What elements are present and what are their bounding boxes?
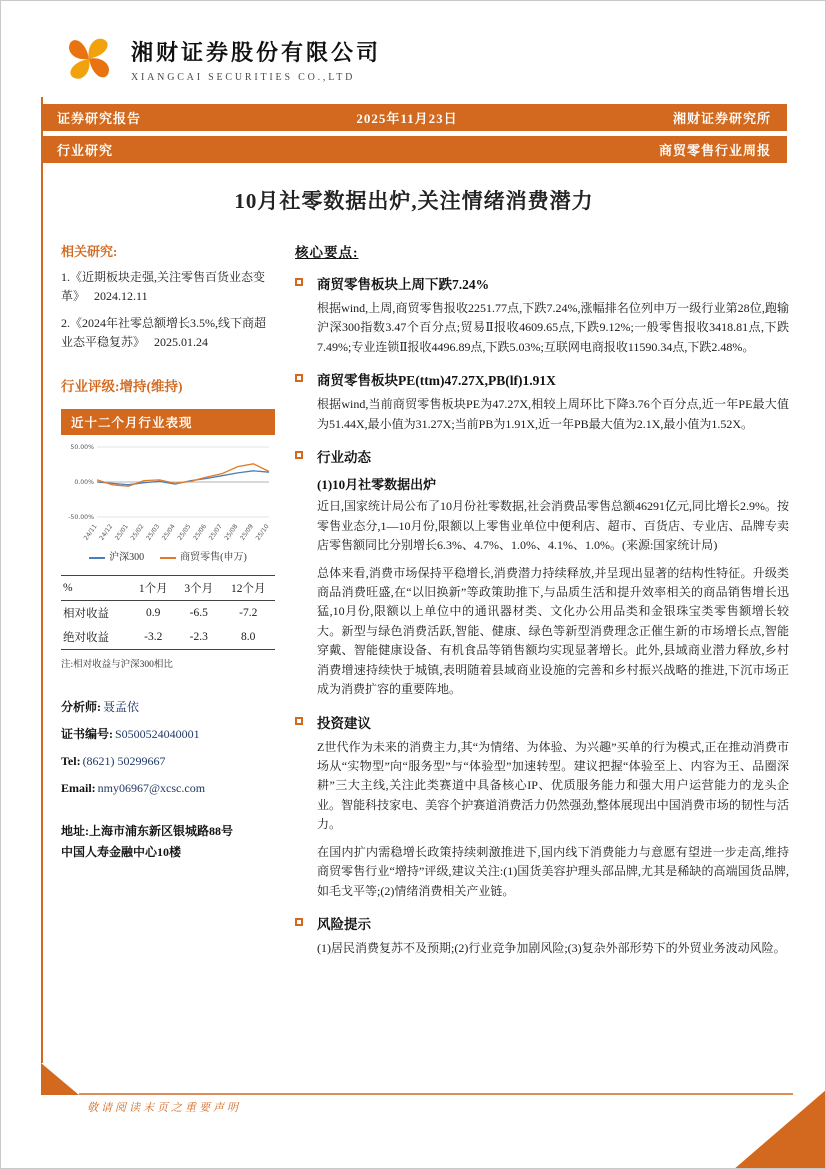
tel-row [61, 752, 275, 770]
section-paragraph: 近日,国家统计局公布了10月份社零数据,社会消费品零售总额46291亿元,同比增长2.9%。按零售业态分,1—10月份,限额以上零售业单位中便利店、超市、百货店、专业店、品牌专卖店零售额同比分别增长6.3%、4.7%、1.0%、4.1%、1.0%。(来源:国家统计局) [317, 499, 789, 553]
section-paragraph: 根据wind,上周,商贸零售报收2251.77点,下跌7.24%,涨幅排名位列申万一级行业第28位,跑输沪深300指数3.47个百分点;贸易Ⅱ报收4609.65点,下跌9.12%;一般零售报收3418.81点,下跌7.49%;专业连锁Ⅱ报收4496.89点,下跌5.03%;互联网电商报收11590.34点,下跌2.48%。 [317, 301, 789, 354]
section-weekly-performance [295, 273, 789, 357]
sidebar [61, 241, 275, 967]
report-body [61, 241, 789, 967]
section-investment-advice [295, 712, 789, 902]
header-bar-primary [41, 104, 787, 131]
cell: -7.2 [239, 607, 258, 620]
table-header: 12个月 [230, 583, 266, 596]
square-bullet-icon [295, 278, 303, 286]
analyst-label: 分析师: [61, 700, 101, 715]
section-heading [317, 369, 789, 389]
square-bullet-icon [295, 918, 303, 926]
report-type-label: 证券研究报告 [57, 111, 142, 126]
svg-text:25/07: 25/07 [207, 523, 224, 543]
section-heading [317, 273, 789, 293]
cell: 0.9 [146, 607, 161, 620]
section-industry-news [295, 446, 789, 699]
section-heading [317, 913, 789, 933]
address-line1: 上海市浦东新区银城路88号 [89, 824, 234, 839]
chart-legend [61, 548, 275, 563]
legend-item-retail [160, 548, 247, 563]
performance-chart [61, 439, 275, 548]
cell: -6.5 [189, 607, 208, 620]
section-subheading: (1)10月社零数据出炉 [317, 477, 437, 493]
cell: -3.2 [144, 631, 163, 644]
address-label: 地址: [61, 824, 89, 839]
report-category-label: 行业研究 [57, 143, 114, 158]
email-row [61, 779, 275, 797]
analyst-name-row [61, 698, 275, 716]
square-bullet-icon [295, 717, 303, 725]
email-label: Email: [61, 781, 96, 796]
address-line2: 中国人寿金融中心10楼 [61, 844, 182, 859]
analyst-name: 聂孟依 [103, 700, 140, 715]
related-research-item[interactable] [61, 268, 275, 305]
svg-text:25/02: 25/02 [129, 523, 146, 543]
related-research-date: 2025.01.24 [154, 334, 209, 349]
table-header: 3个月 [184, 583, 214, 596]
related-research-item[interactable] [61, 314, 275, 351]
section-heading [317, 446, 789, 466]
svg-text:25/09: 25/09 [239, 523, 256, 543]
header-bar-secondary [41, 136, 787, 163]
company-name-cn: 湘财证券股份有限公司 [131, 40, 382, 65]
table-row [61, 601, 275, 626]
hs300-line-swatch-icon [89, 557, 105, 559]
table-note: 注:相对收益与沪深300相比 [61, 660, 173, 671]
report-date: 2025年11月23日 [356, 111, 458, 126]
core-points-heading: 核心要点: [295, 245, 359, 260]
legend-label: 沪深300 [109, 552, 145, 564]
address-block [61, 821, 275, 862]
table-header: % [63, 582, 73, 595]
section-paragraph: Z世代作为未来的消费主力,其“为情绪、为体验、为兴趣”买单的行为模式,正在推动消费市场从“实物型”向“服务型”与“体验型”加速转型。建议把握“体验至上、内容为王、品圈深耕”三大主线,关注此类赛道中具备核心IP、优质服务能力和强大用户运营能力的龙头企业。智能科技家电、美容个护赛道消费活力仍然强劲,整体展现出中国消费市场的韧性与活力。 [317, 739, 789, 832]
svg-text:24/12: 24/12 [98, 523, 115, 543]
square-bullet-icon [295, 374, 303, 382]
company-name-en: XIANGCAI SECURITIES CO.,LTD [131, 72, 356, 83]
report-series-label: 商贸零售行业周报 [658, 143, 771, 158]
section-valuation [295, 369, 789, 434]
related-research-title: 1.《近期板块走强,关注零售百货业态变革》 [61, 270, 266, 303]
svg-text:25/08: 25/08 [223, 523, 240, 543]
email-link[interactable]: nmy06967@xcsc.com [97, 781, 206, 796]
svg-text:50.00%: 50.00% [70, 444, 94, 452]
cert-label: 证书编号: [61, 727, 113, 742]
section-paragraph: 根据wind,当前商贸零售板块PE为47.27X,相较上周环比下降3.76个百分点,近一年PE最大值为51.44X,最小值为31.27X;当前PB为1.91X,近一年PB最大值为2.1X,最小值为1.52X。 [317, 397, 789, 431]
related-research-date: 2024.12.11 [94, 288, 148, 303]
section-paragraph: 总体来看,消费市场保持平稳增长,消费潜力持续释放,并呈现出显著的结构性特征。升级类商品消费旺盛,在“以旧换新”等政策助推下,与品质生活和提升效率相关的商品销售增长迅猛,10月份,限额以上单位中的通讯器材类、文化办公用品类和金银珠宝类零售额增长较大。新型与绿色消费活跃,智能、健康、绿色等新型消费理念正催生新的市场增长点,智能穿戴、智能健康设备、有机食品等销售额均实现显著增长。此外,县域商业潜力释放,乡村消费增速持续快于城镇,表明随着县域商业设施的完善和乡村振兴战略的推进,下沉市场正成为消费扩容的重要阵地。 [317, 565, 789, 697]
svg-text:25/06: 25/06 [192, 523, 209, 543]
tel-label: Tel: [61, 754, 81, 769]
section-title: 行业动态 [317, 450, 371, 466]
svg-text:25/01: 25/01 [113, 523, 130, 543]
industry-rating: 行业评级:增持(维持) [61, 379, 183, 395]
performance-table [61, 575, 275, 650]
svg-text:25/05: 25/05 [176, 523, 193, 543]
section-paragraph: (1)居民消费复苏不及预期;(2)行业竞争加剧风险;(3)复杂外部形势下的外贸业务波动风险。 [317, 941, 786, 956]
section-heading [317, 712, 789, 732]
section-paragraph: 在国内扩内需稳增长政策持续刺激推进下,国内线下消费能力与意愿有望进一步走高,维持商贸零售行业“增持”评级,建议关注:(1)国货美容护理头部品牌,尤其是稀缺的高端国货品牌,如毛戈平等;(2)情绪消费相关产业链。 [317, 844, 789, 898]
svg-text:25/04: 25/04 [160, 523, 177, 543]
related-research-heading: 相关研究: [61, 244, 118, 259]
legend-label: 商贸零售(申万) [180, 552, 247, 564]
svg-text:24/11: 24/11 [82, 523, 99, 543]
analyst-info [61, 698, 275, 797]
svg-text:-50.00%: -50.00% [68, 514, 94, 522]
cell: 8.0 [241, 631, 256, 644]
legend-item-hs300 [89, 548, 144, 563]
footer-disclaimer: 敬请阅读末页之重要声明 [87, 1102, 241, 1114]
institute-label: 湘财证券研究所 [672, 111, 771, 126]
cell: -2.3 [189, 631, 208, 644]
cert-number: S0500524040001 [115, 727, 200, 742]
row-label: 绝对收益 [63, 632, 109, 645]
cert-row [61, 725, 275, 743]
section-title: 商贸零售板块PE(ttm)47.27X,PB(lf)1.91X [317, 373, 556, 389]
retail-line-swatch-icon [160, 557, 176, 559]
section-risk-warning [295, 913, 789, 958]
row-label: 相对收益 [63, 608, 109, 621]
svg-text:25/10: 25/10 [254, 523, 271, 543]
report-title: 10月社零数据出炉,关注情绪消费潜力 [234, 189, 594, 213]
tel-number: (8621) 50299667 [82, 754, 166, 769]
brand-text [131, 36, 381, 83]
section-title: 投资建议 [317, 715, 371, 731]
square-bullet-icon [295, 451, 303, 459]
pinwheel-logo-icon [61, 29, 117, 90]
related-research-title: 2.《2024年社零总额增长3.5%,线下商超业态平稳复苏》 [61, 316, 266, 349]
address-line [61, 821, 275, 841]
table-header: 1个月 [138, 583, 168, 596]
svg-text:25/03: 25/03 [145, 523, 162, 543]
performance-chart-title: 近十二个月行业表现 [61, 409, 275, 435]
section-title: 风险提示 [317, 917, 371, 933]
main-content [295, 241, 789, 967]
brand-header [61, 29, 825, 90]
section-title: 商贸零售板块上周下跌7.24% [317, 277, 490, 292]
table-header-row [61, 576, 275, 601]
table-row [61, 625, 275, 650]
svg-text:0.00%: 0.00% [74, 479, 94, 487]
